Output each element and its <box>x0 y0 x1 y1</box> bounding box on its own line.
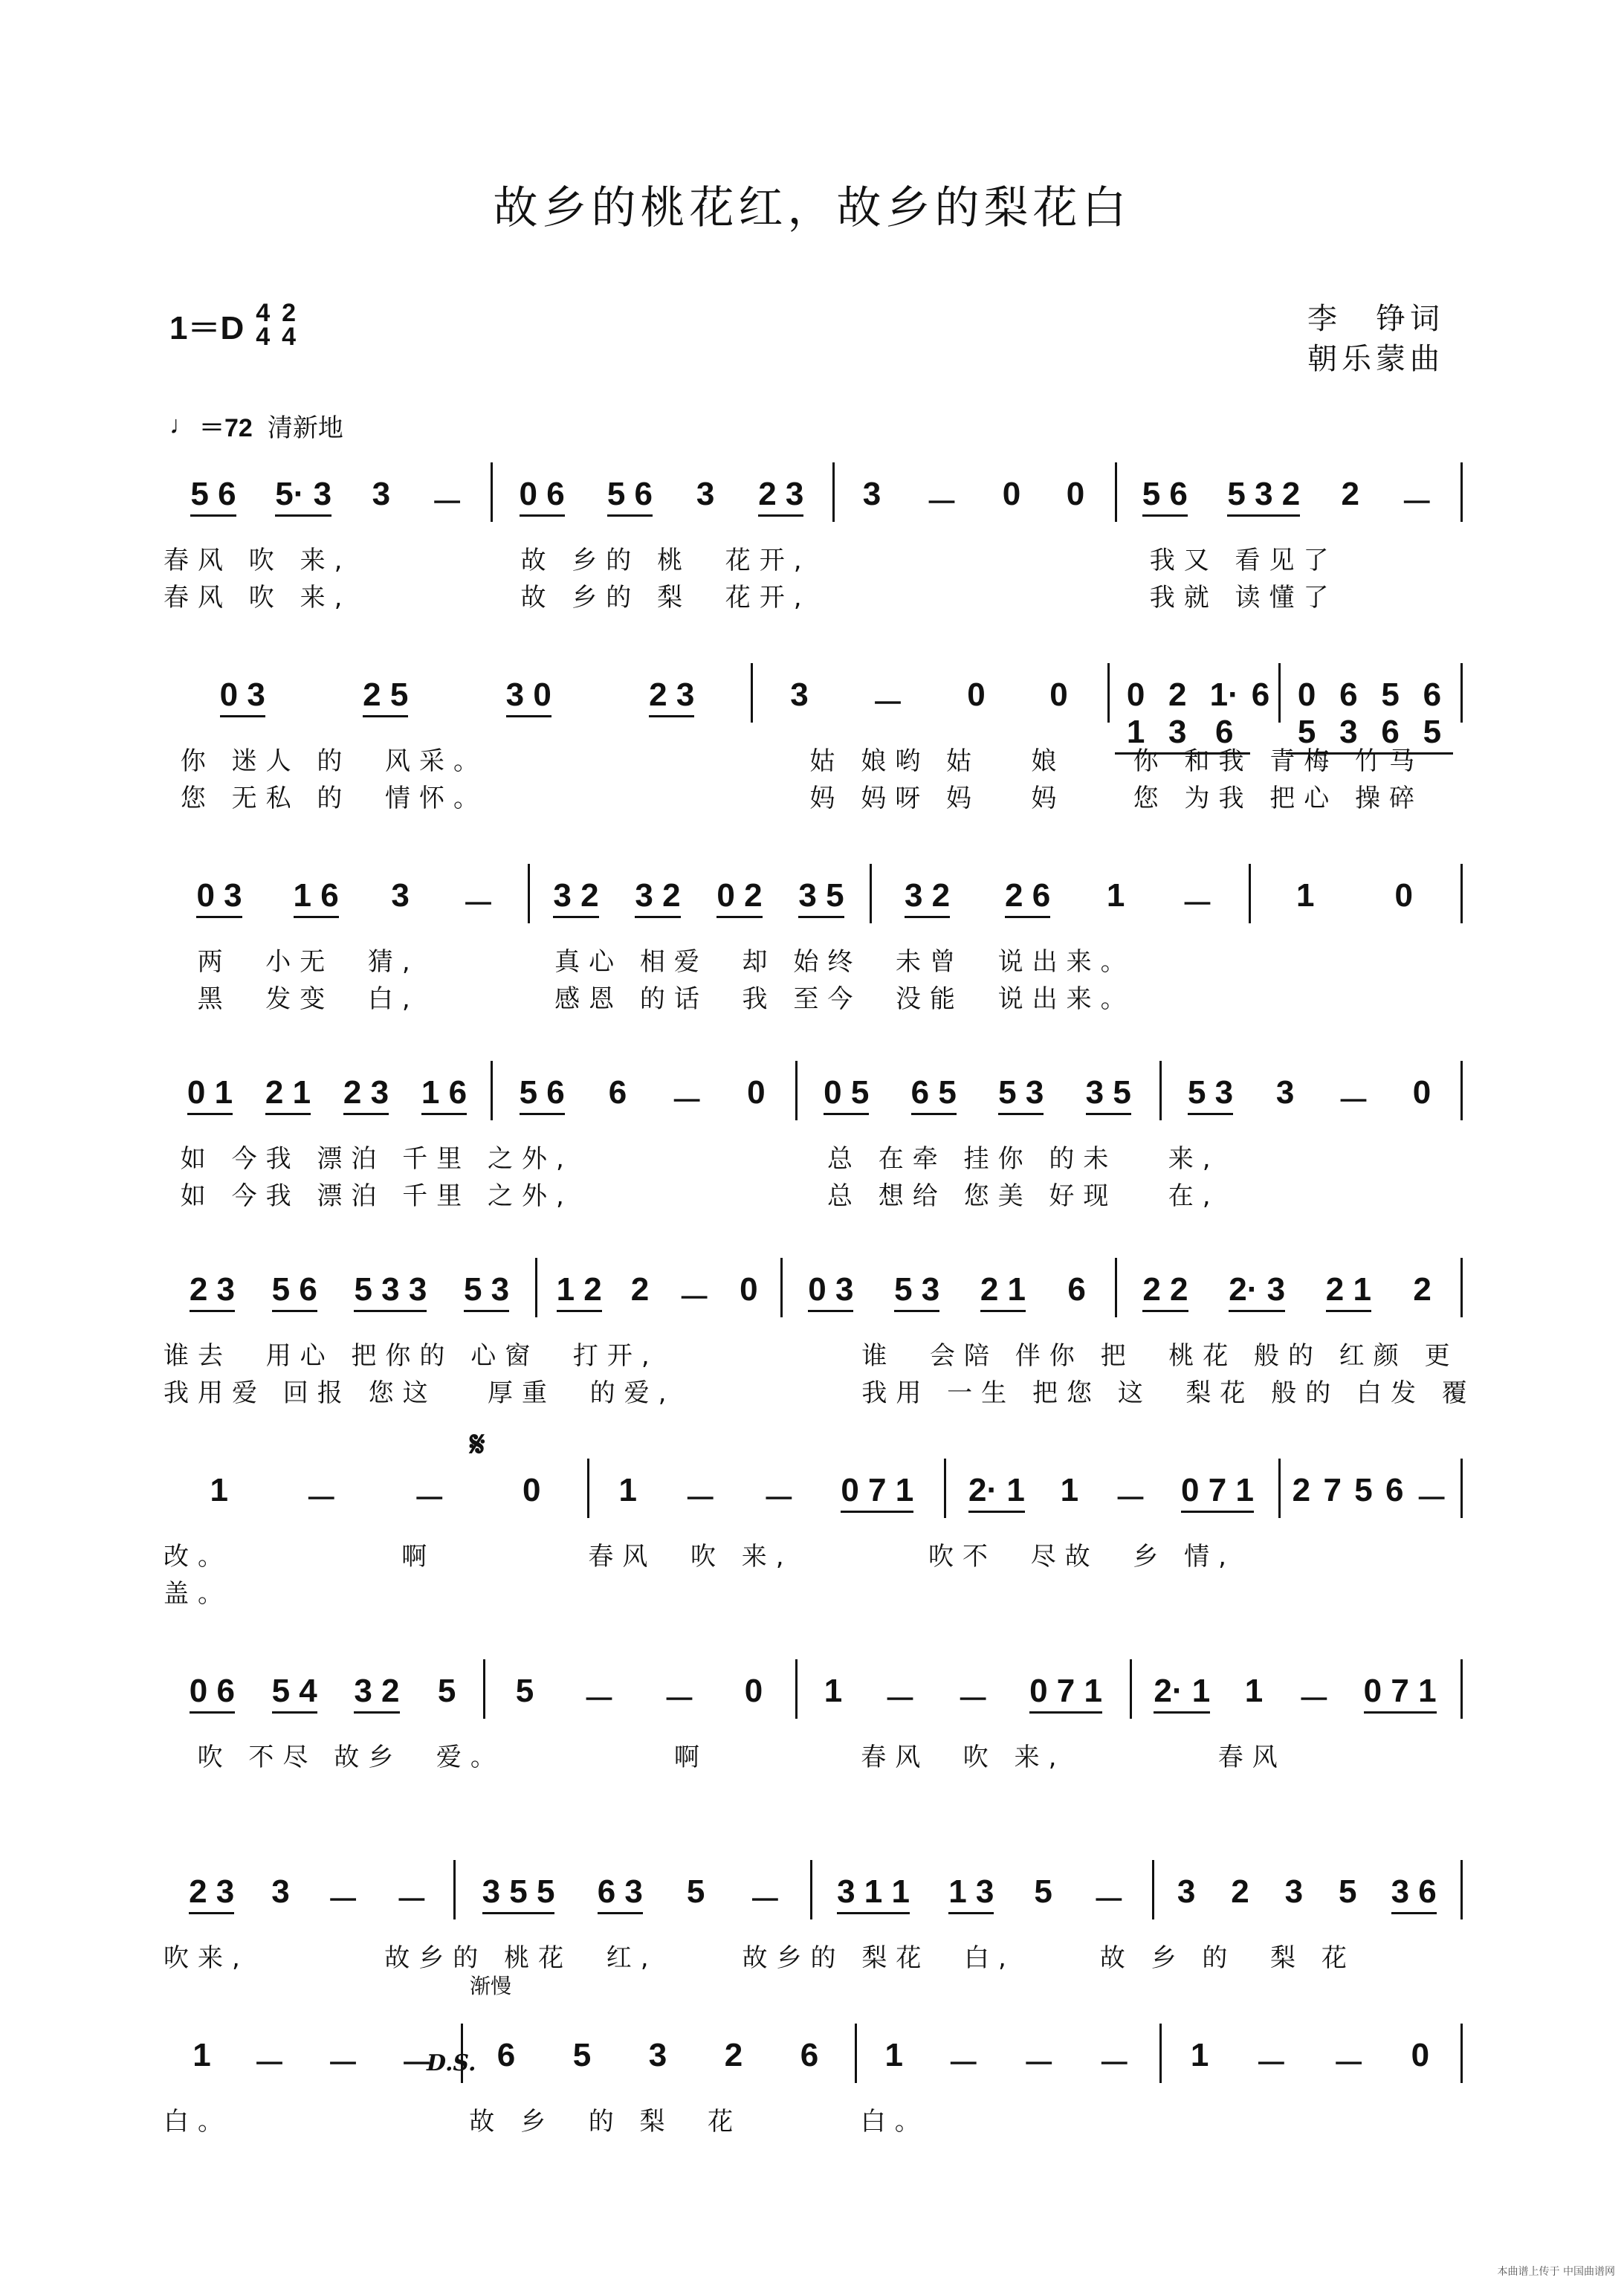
note: 5 <box>515 1673 534 1709</box>
note: 2 2 <box>1142 1271 1188 1312</box>
note: － <box>762 1481 795 1517</box>
note: － <box>670 1083 704 1120</box>
note: － <box>947 2046 980 2082</box>
note: 5 6 <box>607 476 653 517</box>
note: 2 3 <box>758 476 803 517</box>
note: 3 1 1 <box>837 1873 910 1914</box>
measure <box>840 476 1107 523</box>
note: － <box>253 2046 286 2082</box>
lyric-line: 你 迷人 的 风采。 姑 娘哟 姑 娘 你 和我 青梅 竹马 <box>164 746 1424 776</box>
measure <box>1159 1873 1453 1914</box>
lyric-line: 吹 不尽 故乡 爱。 啊 春风 吹 来, 春风 <box>164 1743 1287 1772</box>
note: 3 <box>790 676 809 713</box>
note: 3 2 <box>635 877 680 918</box>
note: － <box>400 2046 433 2082</box>
note: 0 3 <box>196 877 242 918</box>
note: 3 <box>648 2037 667 2073</box>
credits <box>1307 299 1444 379</box>
note: 6 5 <box>1411 676 1453 755</box>
note: － <box>1092 1882 1125 1919</box>
note: 2 3 <box>1156 676 1198 755</box>
measure <box>171 2037 453 2085</box>
note: － <box>462 886 495 923</box>
note: 1 <box>1190 2037 1209 2073</box>
composer: 朝乐蒙曲 <box>1307 342 1444 376</box>
key-signature <box>169 301 296 349</box>
note: － <box>395 1882 428 1919</box>
note: － <box>748 1882 782 1919</box>
barline <box>1107 663 1110 723</box>
lyric-line: 白。 故 乡 的 梨 花 白。 <box>164 2107 929 2137</box>
note: － <box>871 685 905 722</box>
note: 0 1 <box>187 1074 233 1115</box>
note: 5 <box>686 1873 705 1910</box>
note: － <box>684 1481 717 1517</box>
note: 5 <box>437 1673 456 1709</box>
note: 1 <box>824 1673 843 1709</box>
note: 0 5 <box>1286 676 1327 755</box>
note: － <box>326 1882 360 1919</box>
note: 0 <box>523 1472 541 1508</box>
note: 0 3 <box>220 676 265 717</box>
note: 0 6 <box>520 476 565 517</box>
measure <box>1122 1271 1453 1312</box>
measure <box>1286 1472 1453 1520</box>
note: － <box>1181 886 1214 923</box>
note: 5 3 2 <box>1227 476 1300 517</box>
lyric-line: 我用爱 回报 您这 厚重 的爱, 我用 一生 把您 这 梨花 般的 白发 覆 <box>164 1378 1476 1408</box>
barline <box>1460 1659 1463 1719</box>
note: － <box>1255 2046 1288 2082</box>
note: 1 <box>1060 1472 1079 1508</box>
note: － <box>1337 1083 1371 1120</box>
note: 2 3 <box>189 1873 234 1914</box>
note: 3 <box>696 476 715 512</box>
note: 1 2 <box>557 1271 602 1312</box>
note: 3 2 <box>354 1673 399 1714</box>
note: 5 3 <box>894 1271 939 1312</box>
note: 2 1 <box>1326 1271 1371 1312</box>
note: 5 6 <box>1142 476 1188 517</box>
note: 5 6 <box>1370 676 1411 755</box>
note: 3 0 <box>506 676 551 717</box>
measure <box>171 476 483 523</box>
lyric-line: 两 小无 猜, 真心 相爱 却 始终 未曾 说出来。 <box>164 947 1135 977</box>
lyric-line: 谁去 用心 把你的 心窗 打开, 谁 会陪 伴你 把 桃花 般的 红颜 更 <box>164 1341 1459 1371</box>
note: 0 7 1 <box>841 1472 913 1513</box>
note: 2 3 <box>343 1074 389 1115</box>
time-signature-1: 4 4 <box>256 299 271 351</box>
note: 2 <box>1231 1873 1249 1910</box>
barline <box>810 1860 812 1919</box>
barline <box>1460 1258 1463 1317</box>
note: 1 6 <box>421 1074 467 1115</box>
note: 2 <box>1341 476 1359 512</box>
note: 5 6 <box>272 1271 317 1312</box>
lyric-line: 盖。 <box>164 1579 232 1609</box>
measure <box>803 1673 1122 1720</box>
note: － <box>1400 485 1434 521</box>
note: 6 3 <box>1327 676 1369 755</box>
note: 3 2 <box>553 877 598 918</box>
barline <box>1460 864 1463 923</box>
note: 7 <box>1323 1472 1342 1508</box>
barline <box>944 1459 946 1518</box>
note: 5 <box>1339 1873 1357 1910</box>
barline <box>1460 462 1463 522</box>
note: 1 <box>1244 1673 1264 1709</box>
note: 1 <box>193 2037 211 2073</box>
note: － <box>1098 2046 1131 2082</box>
barline <box>1159 2024 1162 2083</box>
measure <box>498 1074 788 1122</box>
note: 0 <box>747 1074 766 1111</box>
note: 6 <box>800 2037 819 2073</box>
barline <box>1460 1459 1463 1518</box>
note: 3 6 <box>1391 1873 1437 1914</box>
note: － <box>1332 2046 1365 2082</box>
note: 5 3 <box>1188 1074 1233 1115</box>
note: － <box>663 1682 696 1718</box>
barline <box>535 1258 537 1317</box>
note: 6 <box>1067 1271 1086 1308</box>
measure <box>468 2037 847 2074</box>
segno-icon: 𝄋 <box>470 1424 485 1465</box>
barline <box>795 1659 798 1719</box>
quarter-note-icon: ♩ <box>169 411 195 439</box>
note: 6 <box>608 1074 627 1111</box>
measure <box>818 1873 1145 1921</box>
note: 3 <box>391 877 410 914</box>
note: 5 <box>1354 1472 1373 1508</box>
lyric-line: 如 今我 漂泊 千里 之外, 总 想给 您美 好现 在, <box>164 1181 1220 1211</box>
note: 1 <box>1106 877 1125 914</box>
note: 3 5 <box>1086 1074 1131 1115</box>
note: 2· 3 <box>1229 1271 1285 1312</box>
barline <box>587 1459 589 1518</box>
lyric-line: 您 无私 的 情怀。 妈 妈呀 妈 妈 您 为我 把心 操碎 <box>164 784 1424 813</box>
note: 1 <box>884 2037 903 2073</box>
barline <box>832 462 835 522</box>
note: － <box>1022 2046 1055 2082</box>
note: 2 3 <box>649 676 694 717</box>
note: 2 <box>1292 1472 1311 1508</box>
measure <box>171 1873 446 1921</box>
note: 3 5 <box>798 877 844 918</box>
note: － <box>1113 1481 1147 1517</box>
measure <box>171 877 520 925</box>
note: 0 3 <box>808 1271 853 1312</box>
note: 3 <box>1284 1873 1304 1910</box>
measure <box>171 1074 483 1115</box>
note: 0 <box>1412 1074 1431 1111</box>
note: 0 7 1 <box>1181 1472 1254 1513</box>
note: 3 <box>862 476 881 512</box>
tempo-marking: ♩ ＝72 清新地 <box>169 407 343 444</box>
note: 5 6 <box>190 476 236 517</box>
note: － <box>1297 1682 1330 1718</box>
note: 5 <box>1034 1873 1052 1910</box>
note: － <box>957 1682 990 1718</box>
note: 6 5 <box>911 1074 957 1115</box>
note: － <box>884 1682 917 1718</box>
barline <box>1152 1860 1154 1919</box>
note: 3 <box>372 476 391 512</box>
note: － <box>430 485 464 521</box>
note: 6 3 <box>598 1873 643 1914</box>
measure <box>461 1873 803 1921</box>
barline <box>1278 663 1281 723</box>
note: 0 <box>740 1271 758 1308</box>
barline <box>453 1860 456 1919</box>
note: 5 6 <box>520 1074 565 1115</box>
note: － <box>678 1280 711 1317</box>
note: 5 3 3 <box>354 1271 427 1312</box>
lyric-line: 春风 吹 来, 故 乡的 梨 花开, 我就 读懂了 <box>164 583 1338 613</box>
note: － <box>925 485 958 521</box>
barline <box>1249 864 1251 923</box>
barline <box>1460 2024 1463 2083</box>
note: 5 3 <box>464 1271 509 1312</box>
note: 2 <box>630 1271 650 1308</box>
note: 0 <box>1049 676 1068 713</box>
note: 3 <box>1177 1873 1196 1910</box>
measure <box>862 2037 1152 2085</box>
measure <box>951 1472 1271 1520</box>
lyric-line: 春风 吹 来, 故 乡的 桃 花开, 我又 看见了 <box>164 546 1338 575</box>
note: 2 6 <box>1005 877 1050 918</box>
note: － <box>413 1481 446 1517</box>
note: 1 3 <box>948 1873 994 1914</box>
measure <box>171 1472 580 1520</box>
note: 5· 3 <box>275 476 331 517</box>
measure <box>543 1271 773 1319</box>
barline <box>780 1258 783 1317</box>
time-signature-2: 2 4 <box>282 299 297 351</box>
note: 6 <box>496 2037 516 2073</box>
note: 0 5 <box>824 1074 869 1115</box>
measure <box>498 476 825 517</box>
measure <box>595 1472 936 1520</box>
note: 5 3 <box>998 1074 1044 1115</box>
barline <box>751 663 753 723</box>
note: 3 2 <box>905 877 950 918</box>
ritardando-marking: 渐慢 <box>470 1974 512 1998</box>
measure <box>171 1673 476 1714</box>
note: 0 7 1 <box>1029 1673 1102 1714</box>
note: 1· 6 <box>1198 676 1250 755</box>
note: 0 <box>1394 877 1413 914</box>
note: 5 4 <box>272 1673 317 1714</box>
note: 1 <box>210 1472 228 1508</box>
note: 2 3 <box>190 1271 235 1312</box>
barline <box>1115 462 1117 522</box>
measure <box>491 1673 788 1720</box>
footer-credit: 本曲谱上传于 中国曲谱网 <box>1497 2266 1615 2278</box>
barline <box>528 864 530 923</box>
expression-text: 清新地 <box>267 413 343 443</box>
note: 3 5 5 <box>482 1873 555 1914</box>
note: 1 <box>618 1472 637 1508</box>
barline <box>483 1659 485 1719</box>
note: － <box>583 1682 615 1718</box>
ds-marking: D.S. <box>427 2050 476 2076</box>
note: 2 <box>1413 1271 1431 1308</box>
lyric-line: 如 今我 漂泊 千里 之外, 总 在牵 挂你 的未 来, <box>164 1144 1220 1174</box>
note: 2 1 <box>265 1074 311 1115</box>
measure <box>1167 1074 1453 1122</box>
note: 0 <box>967 676 986 713</box>
song-title: 故乡的桃花红，故乡的梨花白 <box>493 182 1131 234</box>
note: 0 2 <box>716 877 762 918</box>
note: 3 <box>271 1873 290 1910</box>
note: 2 5 <box>363 676 408 717</box>
barline <box>795 1061 798 1120</box>
note: 2· 1 <box>968 1472 1025 1513</box>
note: 2· 1 <box>1154 1673 1210 1714</box>
note: 2 1 <box>980 1271 1026 1312</box>
lyric-line: 吹来, 故乡的 桃花 红, 故乡的 梨花 白, 故 乡 的 梨 花 <box>164 1943 1356 1973</box>
barline <box>1278 1459 1281 1518</box>
note: 6 <box>1251 676 1270 713</box>
note: 3 <box>1275 1074 1295 1111</box>
note: 0 <box>1002 476 1021 512</box>
note: － <box>305 1481 338 1517</box>
note: 6 <box>1385 1472 1404 1508</box>
measure <box>535 877 862 918</box>
barline <box>870 864 872 923</box>
note: 0 <box>1411 2037 1430 2073</box>
measure <box>171 1271 528 1312</box>
measure <box>788 1271 1107 1312</box>
measure <box>1256 877 1453 914</box>
barline <box>1130 1659 1132 1719</box>
measure <box>171 676 743 717</box>
barline <box>1460 1061 1463 1120</box>
note: － <box>1415 1481 1449 1517</box>
note: 5 <box>572 2037 592 2073</box>
key-tonic: 1＝D <box>169 310 245 346</box>
note: 0 <box>744 1673 763 1709</box>
measure <box>758 676 1100 724</box>
barline <box>1159 1061 1162 1120</box>
measure <box>877 877 1241 925</box>
note: 0 <box>1066 476 1085 512</box>
lyricist: 李 铮词 <box>1307 302 1444 336</box>
measure <box>803 1074 1152 1115</box>
measure <box>1122 476 1453 523</box>
lyric-line: 黑 发变 白, 感恩 的话 我 至今 没能 说出来。 <box>164 984 1135 1014</box>
note: 1 6 <box>294 877 339 918</box>
barline <box>1460 663 1463 723</box>
note: 0 1 <box>1115 676 1156 755</box>
lyric-line: 改。 啊 春风 吹 来, 吹不 尽故 乡 情, <box>164 1542 1235 1572</box>
note: 1 <box>1296 877 1315 914</box>
barline <box>491 1061 493 1120</box>
note: 2 <box>724 2037 743 2073</box>
barline <box>1115 1258 1117 1317</box>
barline <box>855 2024 857 2083</box>
measure <box>1167 2037 1453 2085</box>
barline <box>1460 1860 1463 1919</box>
note: 0 6 <box>190 1673 235 1714</box>
note: － <box>326 2046 360 2082</box>
barline <box>491 462 493 522</box>
measure <box>1137 1673 1453 1720</box>
note: 0 7 1 <box>1364 1673 1437 1714</box>
